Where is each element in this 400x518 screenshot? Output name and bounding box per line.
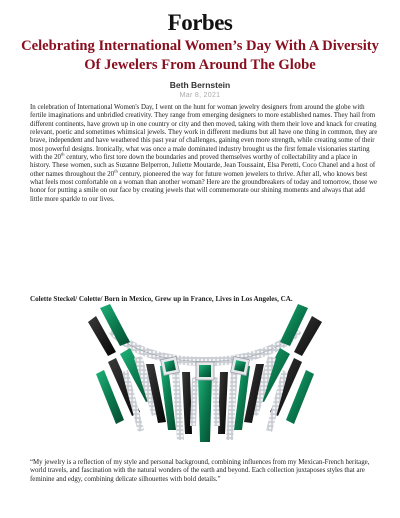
emerald-stone-left — [161, 357, 180, 376]
publish-date: Mar 8, 2021 — [179, 92, 221, 99]
designer-caption: Colette Steckel/ Colette/ Born in Mexico, Grew up in France, Lives in Los Angeles, CA. — [30, 295, 293, 303]
intro-text-2: century, who first tore down the boundaries and proved themselves worthy of collectability and a place in history. These women, such as Suzanne Belperron, Juliette Moutarde, Jean Toussaint, Elsa Peretti, Coco Chanel and a host of other names throughout the 20 — [30, 154, 376, 178]
superscript-th: th — [114, 168, 118, 174]
emerald-stone-right — [231, 357, 250, 376]
designer-quote: “My jewelry is a reflection of my style and personal background, combining influences from my Mexican-French heritage, world travels, and fascination with the natural wonders of the earth and beyond. Each collection juxtaposes styles that are feminine and edgy, combining delicate silhouettes with bold details.” — [30, 459, 370, 483]
intro-text-1: In celebration of International Women's Day, I went on the hunt for woman jewelry designers from around the globe with fertile imaginations and unbridled creativity. They range from emerging designers to more established names. They hail from different continents, have grown up in one country or city and then moved, taking with them their love and knack for creating relevant, poetic and sometimes whimsical jewels. They work in different mediums but all have one thing in common, they are brave, independent and have weathered this past year of challenges, gaining even more strength, while creating some of their most powerful designs. Ironically, what was once a male dominated industry brought us the first female visionaries starting with the 20 — [30, 104, 378, 162]
intro-text-3: century, pioneered the way for future women jewelers to thrive. After all, who knows best what feels most comfortable on a woman than another woman? Here are the groundbreakers of today and tomorrow, those we honor for putting a smile on our face by creating jewels that will commemorate our shining moments and always that add little more sparkle to our lives. — [30, 170, 378, 203]
superscript-th: th — [61, 151, 65, 157]
article-intro — [30, 104, 378, 204]
author-byline[interactable]: Beth Bernstein — [169, 80, 231, 90]
article-headline: Celebrating International Women’s Day With A Diversity Of Jewelers From Around The Globe — [21, 38, 379, 73]
emerald-stone-center — [196, 362, 214, 380]
necklace-image — [60, 302, 350, 450]
forbes-logo[interactable]: Forbes — [167, 10, 233, 35]
